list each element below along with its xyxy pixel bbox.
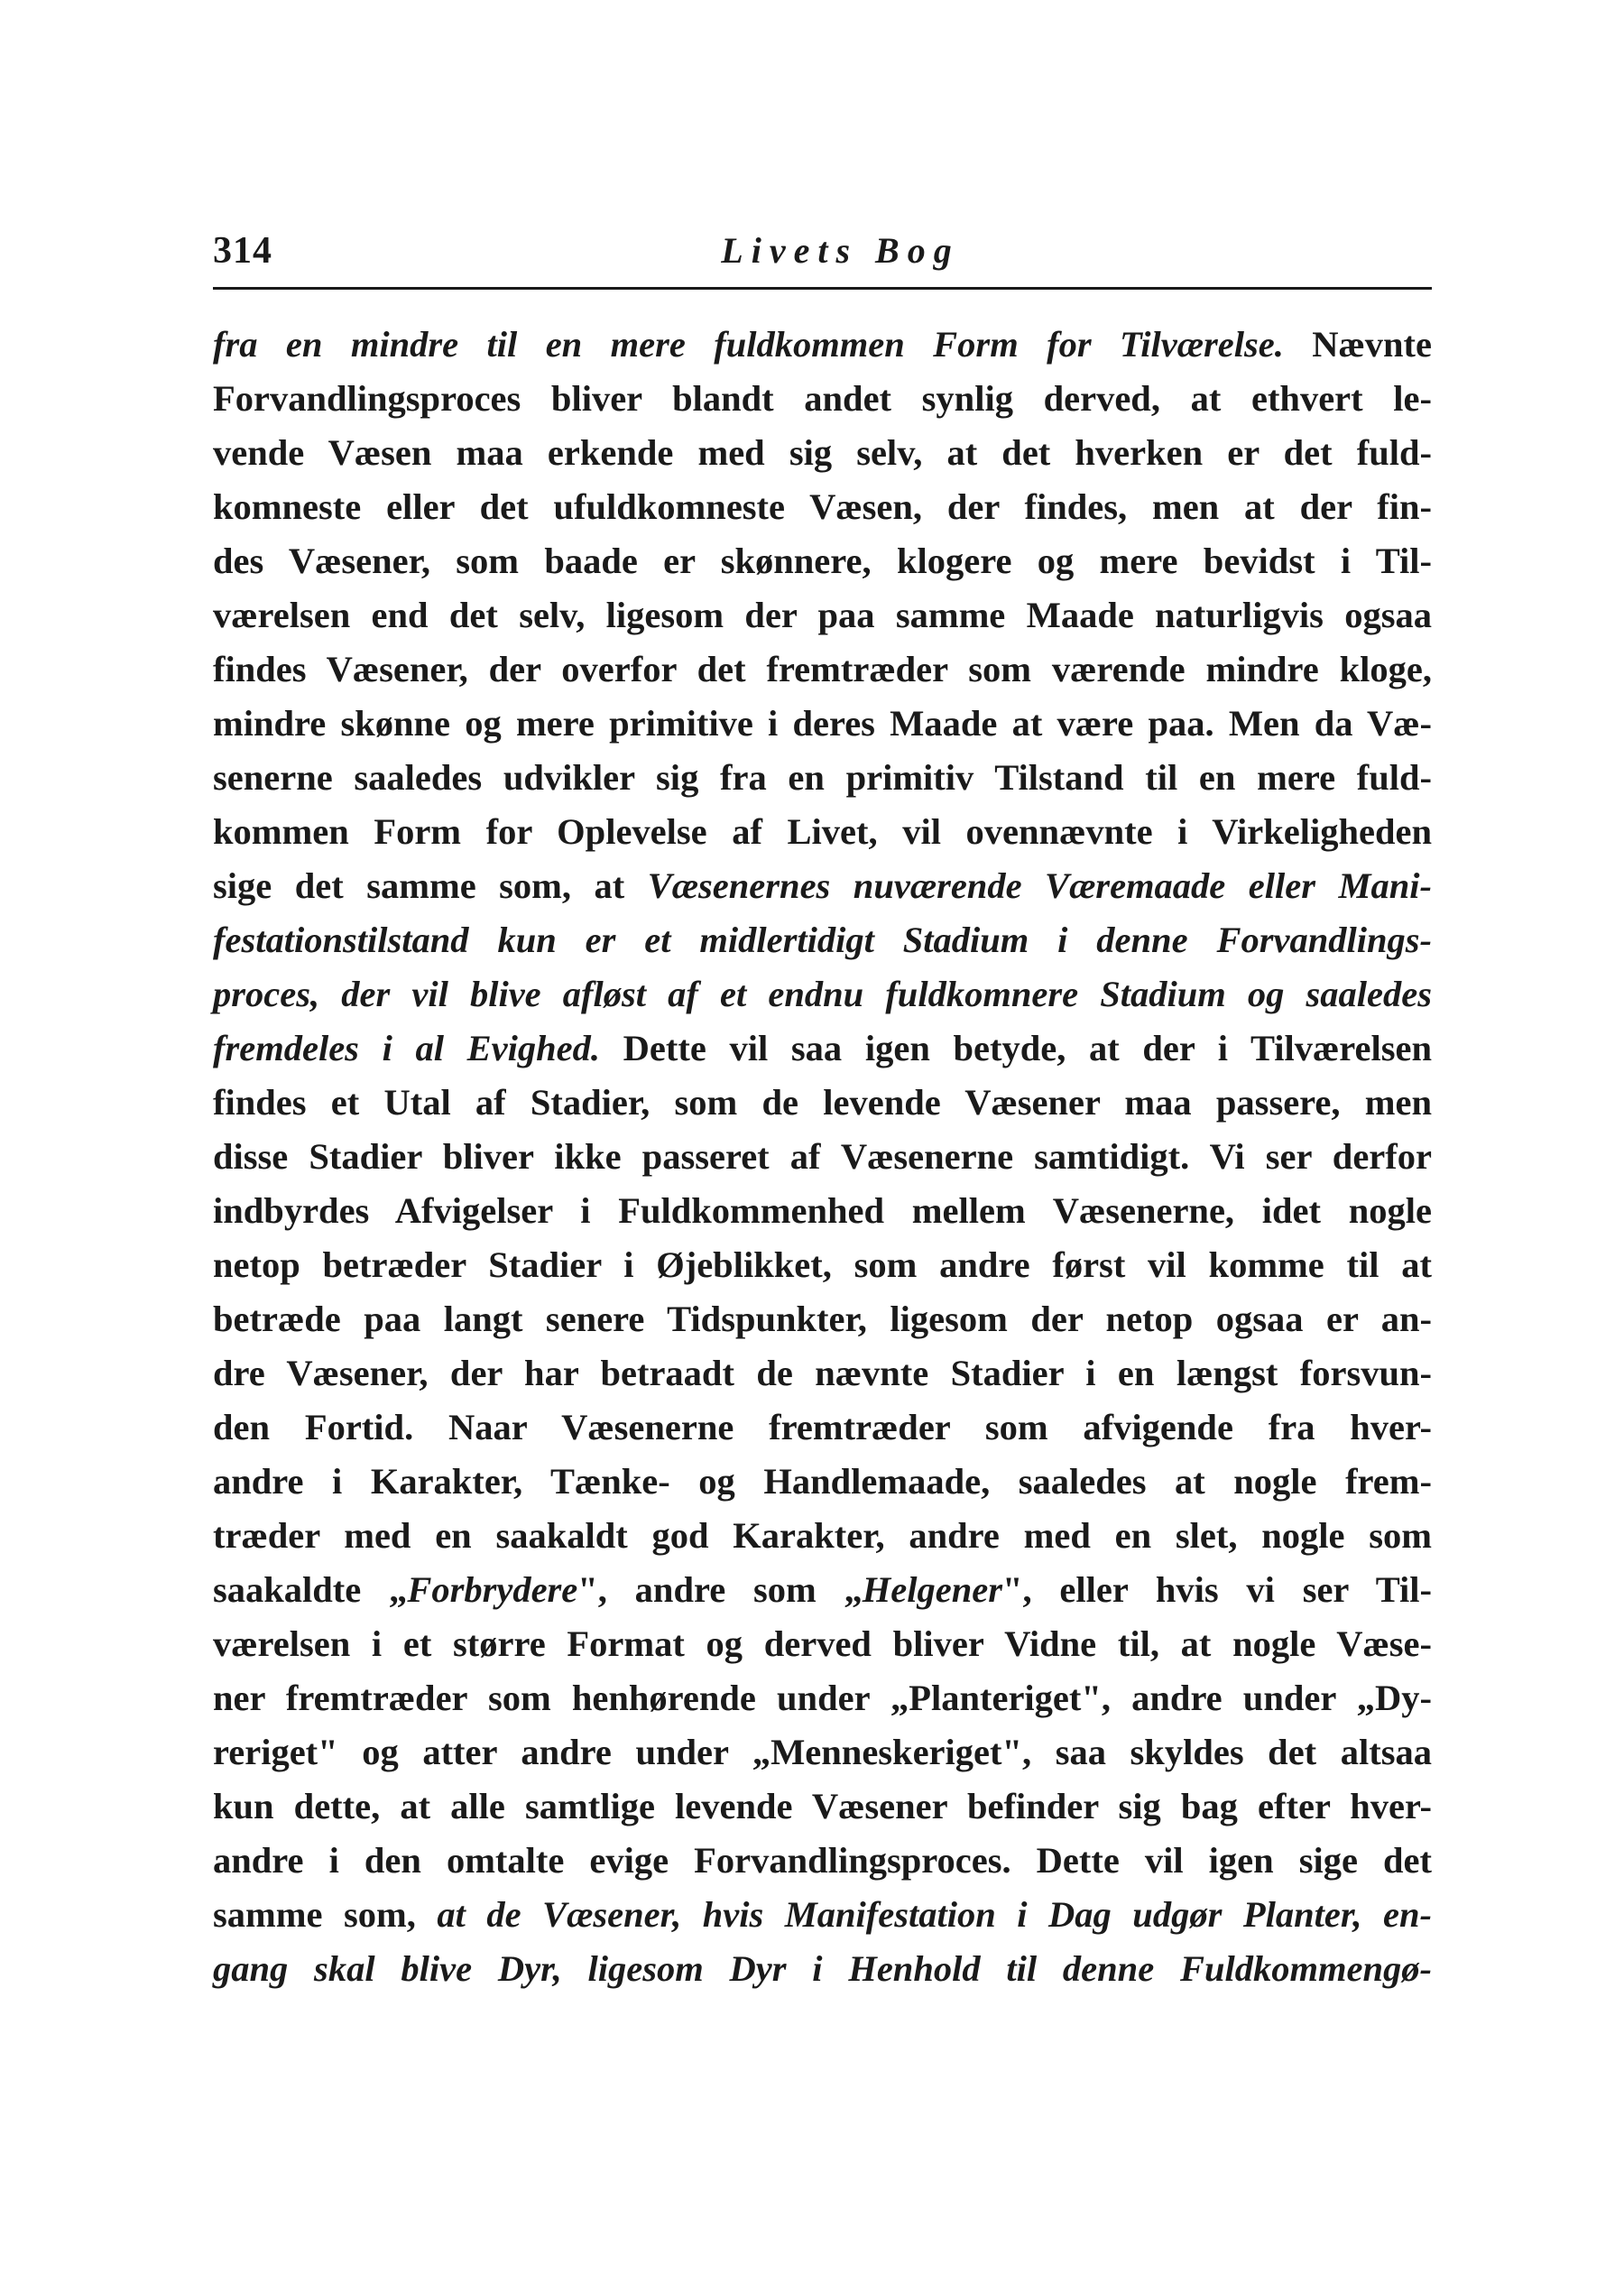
text-line xyxy=(213,1346,1432,1401)
text-line xyxy=(213,1942,1432,1996)
text-span: værelsen end det selv, ligesom der paa samme Maade naturligvis ogsaa xyxy=(213,595,1432,635)
text-span: disse Stadier bliver ikke passeret af Væsenerne samtidigt. Vi ser derfor xyxy=(213,1136,1432,1177)
text-line xyxy=(213,751,1432,805)
text-line xyxy=(213,1130,1432,1184)
text-line xyxy=(213,1401,1432,1455)
text-span: samme som, xyxy=(213,1894,438,1935)
text-span: kommen Form for Oplevelse af Livet, vil ovennævnte i Virkeligheden xyxy=(213,811,1432,852)
text-line xyxy=(213,913,1432,967)
text-line xyxy=(213,1780,1432,1834)
text-span: betræde paa langt senere Tidspunkter, ligesom der netop ogsaa er an- xyxy=(213,1299,1432,1339)
italic-text: proces, der vil blive afløst af et endnu fuldkomnere Stadium og saaledes xyxy=(213,974,1432,1014)
text-span: indbyrdes Afvigelser i Fuldkommenhed mellem Væsenerne, idet nogle xyxy=(213,1190,1432,1231)
text-line xyxy=(213,643,1432,697)
text-span: ", eller hvis vi ser Til- xyxy=(1001,1569,1432,1610)
text-line xyxy=(213,318,1432,372)
running-title: Livets Bog xyxy=(721,230,960,271)
text-span: Dette vil saa igen betyde, at der i Tilværelsen xyxy=(600,1028,1432,1068)
page-header xyxy=(213,224,1432,290)
text-span: kun dette, at alle samtlige levende Væsener befinder sig bag efter hver- xyxy=(213,1786,1432,1826)
italic-text: festationstilstand kun er et midlertidigt Stadium i denne Forvandlings- xyxy=(213,920,1432,960)
text-span: dre Væsener, der har betraadt de nævnte Stadier i en længst forsvun- xyxy=(213,1353,1432,1393)
text-line xyxy=(213,805,1432,859)
text-line xyxy=(213,1184,1432,1238)
italic-text: fremdeles i al Evighed. xyxy=(213,1028,601,1068)
text-line xyxy=(213,1455,1432,1509)
text-line xyxy=(213,859,1432,913)
text-line xyxy=(213,697,1432,751)
body-text xyxy=(213,318,1432,1996)
text-span: findes Væsener, der overfor det fremtræder som værende mindre kloge, xyxy=(213,649,1432,689)
italic-text: at de Væsener, hvis Manifestation i Dag udgør Planter, en- xyxy=(437,1894,1432,1935)
text-span: findes et Utal af Stadier, som de levende Væsener maa passere, men xyxy=(213,1082,1432,1123)
text-span: komneste eller det ufuldkomneste Væsen, der findes, men at der fin- xyxy=(213,486,1432,527)
text-line xyxy=(213,1509,1432,1563)
text-line xyxy=(213,967,1432,1022)
text-span: ner fremtræder som henhørende under „Planteriget", andre under „Dy- xyxy=(213,1678,1432,1718)
text-span: værelsen i et større Format og derved bliver Vidne til, at nogle Væse- xyxy=(213,1623,1432,1664)
italic-text: gang skal blive Dyr, ligesom Dyr i Henhold til denne Fuldkommengø- xyxy=(213,1948,1432,1989)
page-number: 314 xyxy=(213,230,272,272)
text-line xyxy=(213,1725,1432,1780)
text-line xyxy=(213,1671,1432,1725)
text-span: netop betræder Stadier i Øjeblikket, som andre først vil komme til at xyxy=(213,1244,1432,1285)
text-line xyxy=(213,480,1432,534)
text-span: des Væsener, som baade er skønnere, klogere og mere bevidst i Til- xyxy=(213,541,1432,581)
text-span: Forvandlingsproces bliver blandt andet synlig derved, at ethvert le- xyxy=(213,378,1432,419)
text-span: Nævnte xyxy=(1283,324,1433,365)
italic-text: Helgener xyxy=(862,1569,1002,1610)
text-line xyxy=(213,1563,1432,1617)
italic-text: Væsenernes nuværende Væremaade eller Mani- xyxy=(647,865,1433,906)
italic-text: Forbrydere xyxy=(407,1569,578,1610)
text-line xyxy=(213,1022,1432,1076)
text-span: træder med en saakaldt god Karakter, andre med en slet, nogle som xyxy=(213,1515,1432,1556)
text-line xyxy=(213,1888,1432,1942)
text-span: den Fortid. Naar Væsenerne fremtræder som afvigende fra hver- xyxy=(213,1407,1432,1447)
text-span: andre i den omtalte evige Forvandlingsproces. Dette vil igen sige det xyxy=(213,1840,1432,1881)
text-line xyxy=(213,588,1432,643)
text-line xyxy=(213,1238,1432,1292)
text-line xyxy=(213,1076,1432,1130)
text-span: sige det samme som, at xyxy=(213,865,648,906)
text-span: reriget" og atter andre under „Menneskeriget", saa skyldes det altsaa xyxy=(213,1732,1432,1772)
text-line xyxy=(213,1834,1432,1888)
text-span: vende Væsen maa erkende med sig selv, at det hverken er det fuld- xyxy=(213,432,1432,473)
text-line xyxy=(213,534,1432,588)
text-line xyxy=(213,426,1432,480)
text-line xyxy=(213,372,1432,426)
text-span: andre i Karakter, Tænke- og Handlemaade, saaledes at nogle frem- xyxy=(213,1461,1432,1502)
text-span: ", andre som „ xyxy=(577,1569,863,1610)
text-span: mindre skønne og mere primitive i deres Maade at være paa. Men da Væ- xyxy=(213,703,1432,744)
text-span: saakaldte „ xyxy=(213,1569,408,1610)
text-span: senerne saaledes udvikler sig fra en primitiv Tilstand til en mere fuld- xyxy=(213,757,1432,798)
text-line xyxy=(213,1617,1432,1671)
italic-text: fra en mindre til en mere fuldkommen Form for Tilværelse. xyxy=(213,324,1284,365)
text-line xyxy=(213,1292,1432,1346)
